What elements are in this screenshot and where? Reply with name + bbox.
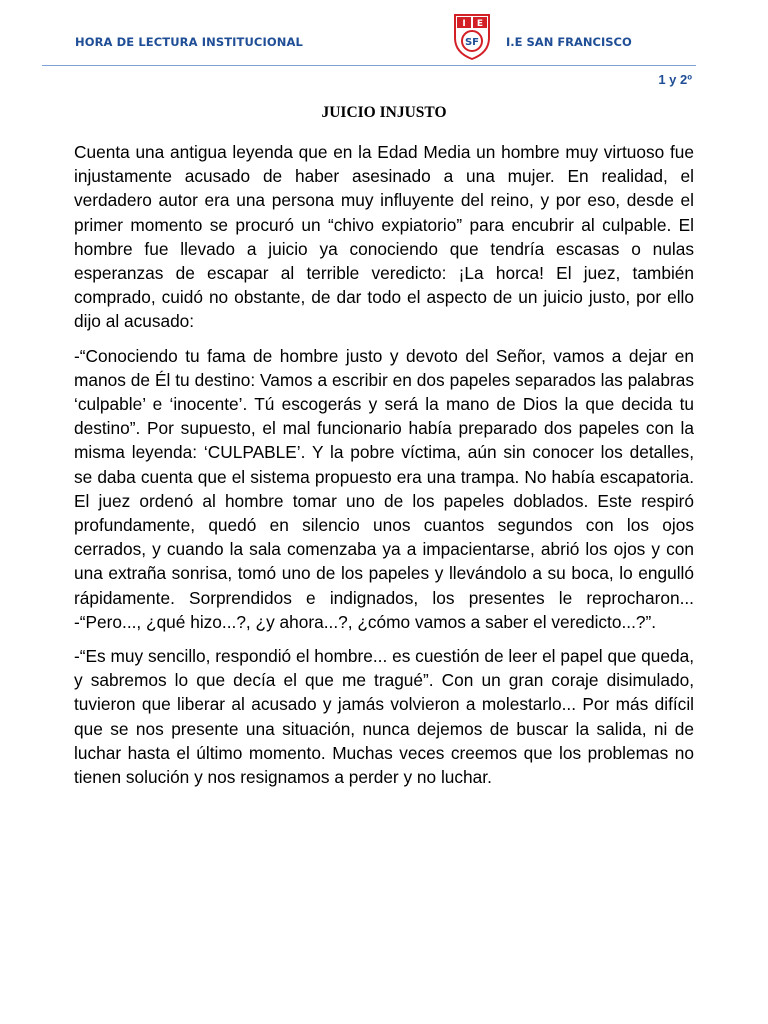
story-body [74, 140, 694, 799]
header-divider [42, 65, 696, 66]
grade-label: 1 y 2º [658, 72, 692, 87]
svg-text:SF: SF [464, 37, 480, 48]
school-crest-logo [452, 12, 492, 60]
paragraph-2: -“Conociendo tu fama de hombre justo y devoto del Señor, vamos a dejar en manos de Él tu destino: Vamos a escribir en dos papeles separados las palabras ‘culpable’ e ‘inocente’. Tú escogerás y será la mano de Dios la que decida tu destino”. Por supuesto, el mal funcionario había preparado dos papeles con la misma leyenda: ‘CULPABLE’. Y la pobre víctima, aún sin conocer los detalles, se daba cuenta que el sistema propuesto era una trampa. No había escapatoria. El juez ordenó al hombre tomar uno de los papeles doblados. Este respiró profundamente, quedó en silencio unos cuantos segundos con los ojos cerrados, y cuando la sala comenzaba ya a impacientarse, abrió los ojos y con una extraña sonrisa, tomó uno de los papeles y llevándolo a su boca, lo engulló rápidamente. Sorprendidos e indignados, los presentes le reprocharon... -“Pero..., ¿qué hizo...?, ¿y ahora...?, ¿cómo vamos a saber el veredicto...?”. [74, 345, 694, 632]
page-title: JUICIO INJUSTO [321, 104, 447, 121]
svg-text:I: I [462, 19, 466, 29]
paragraph-1: Cuenta una antigua leyenda que en la Edad Media un hombre muy virtuoso fue injustamente acusado de haber asesinado a una mujer. En realidad, el verdadero autor era una persona muy influyente del reino, y por eso, desde el primer momento se procuró un “chivo expiatorio” para encubrir al culpable. El hombre fue llevado a juicio ya conociendo que tendría escasas o nulas esperanzas de escapar al terrible veredicto: ¡La horca! El juez, también comprado, cuidó no obstante, de dar todo el aspecto de un juicio justo, por ello dijo al acusado: [74, 142, 694, 332]
page-header [0, 0, 768, 66]
header-right-label: I.E SAN FRANCISCO [506, 35, 632, 49]
header-left-label: HORA DE LECTURA INSTITUCIONAL [75, 35, 303, 49]
school-crest-icon [452, 12, 492, 60]
svg-text:E: E [476, 19, 484, 29]
paragraph-3: -“Es muy sencillo, respondió el hombre... es cuestión de leer el papel que queda, y sabremos lo que decía el que me tragué”. Con un gran coraje disimulado, tuvieron que liberar al acusado y jamás volvieron a molestarlo... Por más difícil que se nos presente una situación, nunca dejemos de buscar la salida, ni de luchar hasta el último momento. Muchas veces creemos que los problemas no tienen solución y nos resignamos a perder y no luchar. [74, 646, 694, 788]
